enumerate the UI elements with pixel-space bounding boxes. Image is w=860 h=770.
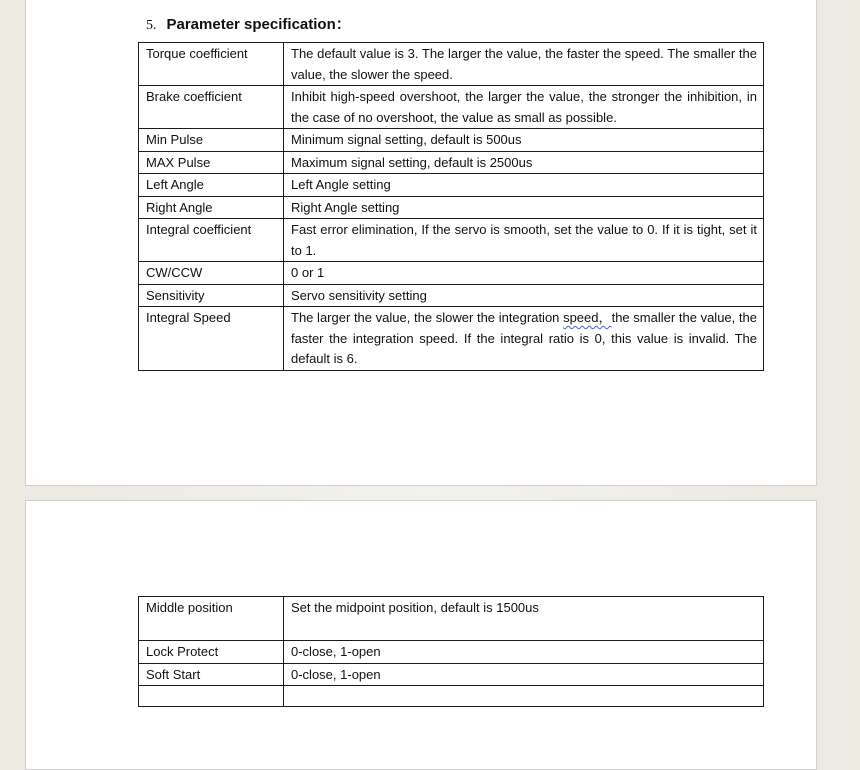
table-row <box>139 151 764 174</box>
param-desc-cell <box>284 307 764 371</box>
param-desc-cell: Minimum signal setting, default is 500us <box>284 129 764 152</box>
param-name-cell: Brake coefficient <box>139 86 284 129</box>
table-row <box>139 262 764 285</box>
param-desc-cell: Left Angle setting <box>284 174 764 197</box>
table-row <box>139 686 764 707</box>
param-name-cell: Min Pulse <box>139 129 284 152</box>
desc-text-start: The larger the value, the slower the integration <box>291 310 564 325</box>
param-name-cell <box>139 686 284 707</box>
table-row <box>139 641 764 664</box>
param-name-cell: Torque coefficient <box>139 43 284 86</box>
parameter-table-continued <box>138 596 764 707</box>
document-page-1 <box>25 0 817 486</box>
document-page-2 <box>25 500 817 770</box>
table-row <box>139 174 764 197</box>
param-desc-cell: Maximum signal setting, default is 2500us <box>284 151 764 174</box>
param-name-cell: MAX Pulse <box>139 151 284 174</box>
table-row <box>139 307 764 371</box>
table-row <box>139 597 764 641</box>
table-row <box>139 43 764 86</box>
param-desc-cell: Right Angle setting <box>284 196 764 219</box>
param-desc-cell: Inhibit high-speed overshoot, the larger the value, the stronger the inhibition, in the case of no overshoot, the value as small as possible. <box>284 86 764 129</box>
spellcheck-flagged-word[interactable]: speed， <box>563 310 612 325</box>
param-desc-cell: Set the midpoint position, default is 1500us <box>284 597 764 641</box>
section-title: Parameter specification： <box>166 16 351 33</box>
section-heading <box>146 13 351 34</box>
table-row <box>139 284 764 307</box>
param-desc-cell <box>284 686 764 707</box>
param-name-cell: Right Angle <box>139 196 284 219</box>
parameter-table <box>138 42 764 371</box>
param-desc-cell: Fast error elimination, If the servo is smooth, set the value to 0. If it is tight, set it to 1. <box>284 219 764 262</box>
param-desc-cell: 0-close, 1-open <box>284 641 764 664</box>
param-name-cell: Integral Speed <box>139 307 284 371</box>
param-desc-cell: Servo sensitivity setting <box>284 284 764 307</box>
table-row <box>139 86 764 129</box>
table-row <box>139 196 764 219</box>
param-name-cell: Middle position <box>139 597 284 641</box>
param-desc-cell: The default value is 3. The larger the value, the faster the speed. The smaller the value, the slower the speed. <box>284 43 764 86</box>
param-name-cell: Sensitivity <box>139 284 284 307</box>
param-desc-cell: 0-close, 1-open <box>284 663 764 686</box>
param-name-cell: CW/CCW <box>139 262 284 285</box>
table-row <box>139 663 764 686</box>
table-row <box>139 219 764 262</box>
section-number: 5. <box>146 18 157 33</box>
table-row <box>139 129 764 152</box>
param-name-cell: Left Angle <box>139 174 284 197</box>
param-name-cell: Integral coefficient <box>139 219 284 262</box>
param-name-cell: Soft Start <box>139 663 284 686</box>
param-desc-cell: 0 or 1 <box>284 262 764 285</box>
desc-text-end: the smaller the value, the faster the integration speed. If the integral ratio is 0, this value is invalid. The default is 6. <box>291 310 757 366</box>
param-name-cell: Lock Protect <box>139 641 284 664</box>
